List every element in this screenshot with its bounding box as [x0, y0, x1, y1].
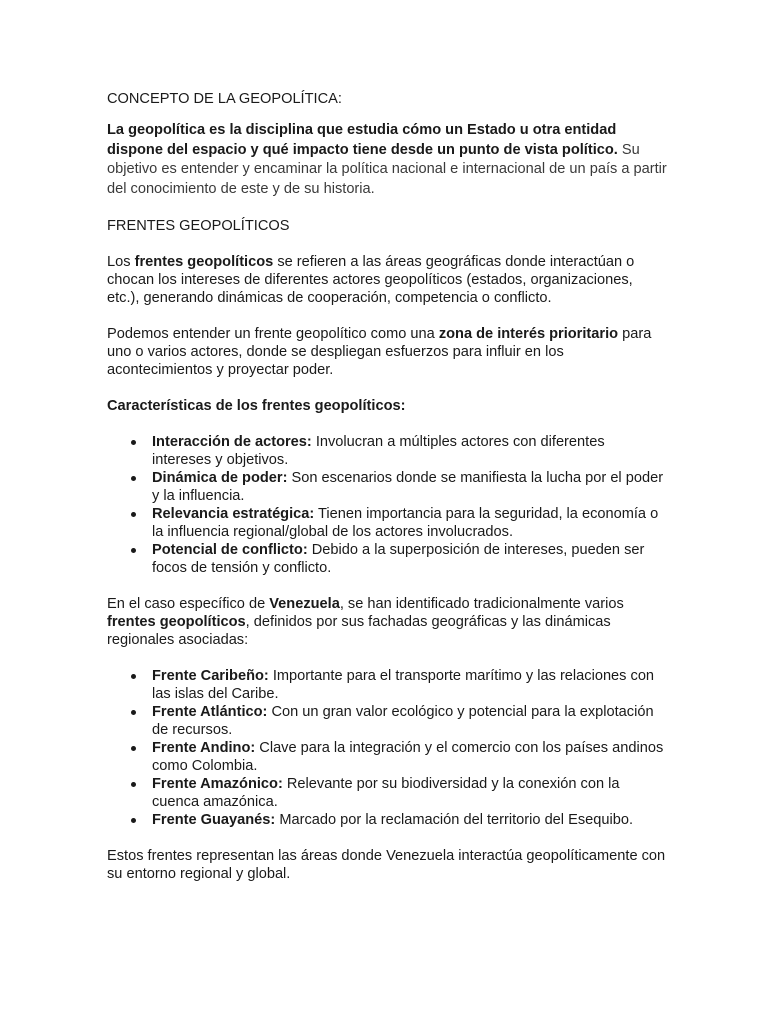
list-item — [152, 469, 667, 505]
document-page — [107, 90, 667, 883]
characteristics-list — [107, 433, 667, 577]
concept-heading: CONCEPTO DE LA GEOPOLÍTICA: — [107, 91, 342, 107]
list-item — [152, 739, 667, 775]
list-item — [152, 775, 667, 811]
bold-term: frentes geopolíticos — [134, 254, 274, 270]
list-item-description: Son escenarios donde se manifiesta la lucha por el poder y la influencia. — [152, 470, 664, 504]
bold-term: frentes geopolíticos — [107, 614, 246, 630]
list-item-description: Relevante por su biodiversidad y la conexión con la cuenca amazónica. — [152, 776, 620, 810]
list-item — [152, 703, 667, 739]
list-item — [152, 667, 667, 703]
definition-paragraph — [107, 121, 667, 199]
list-item-description: Tienen importancia para la seguridad, la economía o la influencia regional/global de los actores involucrados. — [152, 506, 659, 540]
list-item-term: Frente Atlántico: — [152, 704, 268, 720]
list-item-term: Frente Andino: — [152, 740, 256, 756]
list-item-term: Frente Caribeño: — [152, 668, 269, 684]
definition-bold-text: La geopolítica es la disciplina que estudia cómo un Estado u otra entidad dispone del espacio y qué impacto tiene desde un punto de vista político. — [107, 122, 618, 158]
bold-term: zona de interés prioritario — [438, 326, 619, 342]
list-item-term: Potencial de conflicto: — [152, 542, 308, 558]
list-item-term: Relevancia estratégica: — [152, 506, 315, 522]
list-item-term: Interacción de actores: — [152, 434, 312, 450]
list-item-description: Importante para el transporte marítimo y las relaciones con las islas del Caribe. — [152, 668, 655, 702]
fronts-list — [107, 667, 667, 829]
bold-term: Venezuela — [269, 596, 340, 612]
fronts-heading: FRENTES GEOPOLÍTICOS — [107, 218, 290, 234]
list-item-term: Dinámica de poder: — [152, 470, 288, 486]
priority-zone-paragraph: Podemos entender un frente geopolítico como una zona de interés prioritario para uno o varios actores, donde se despliegan esfuerzos para influir en los acontecimientos y proyectar poder. — [107, 326, 652, 378]
list-item-description: Marcado por la reclamación del territorio del Esequibo. — [275, 812, 634, 828]
list-item — [152, 433, 667, 469]
characteristics-title: Características de los frentes geopolíticos: — [107, 398, 406, 414]
list-item — [152, 541, 667, 577]
list-item-description: Clave para la integración y el comercio con los países andinos como Colombia. — [152, 740, 664, 774]
definition-text: Su objetivo es entender y encaminar la política nacional e internacional de un país a partir del conocimiento de este y de su historia. — [107, 141, 667, 197]
list-item-description: Involucran a múltiples actores con diferentes intereses y objetivos. — [152, 434, 605, 468]
list-item-description: Debido a la superposición de intereses, pueden ser focos de tensión y conflicto. — [152, 542, 645, 576]
list-item-description: Con un gran valor ecológico y potencial para la explotación de recursos. — [152, 704, 654, 738]
list-item-term: Frente Guayanés: — [152, 812, 276, 828]
fronts-intro-paragraph: Los frentes geopolíticos se refieren a las áreas geográficas donde interactúan o chocan los intereses de diferentes actores geopolíticos (estados, organizaciones, etc.), generando dinámicas de cooperación, competencia o conflicto. — [107, 254, 635, 306]
list-item — [152, 811, 667, 829]
venezuela-paragraph: En el caso específico de Venezuela, se han identificado tradicionalmente varios frentes geopolíticos, definidos por sus fachadas geográficas y las dinámicas regionales asociadas: — [107, 596, 624, 648]
conclusion-paragraph: Estos frentes representan las áreas donde Venezuela interactúa geopolíticamente con su entorno regional y global. — [107, 848, 666, 882]
list-item — [152, 505, 667, 541]
list-item-term: Frente Amazónico: — [152, 776, 283, 792]
